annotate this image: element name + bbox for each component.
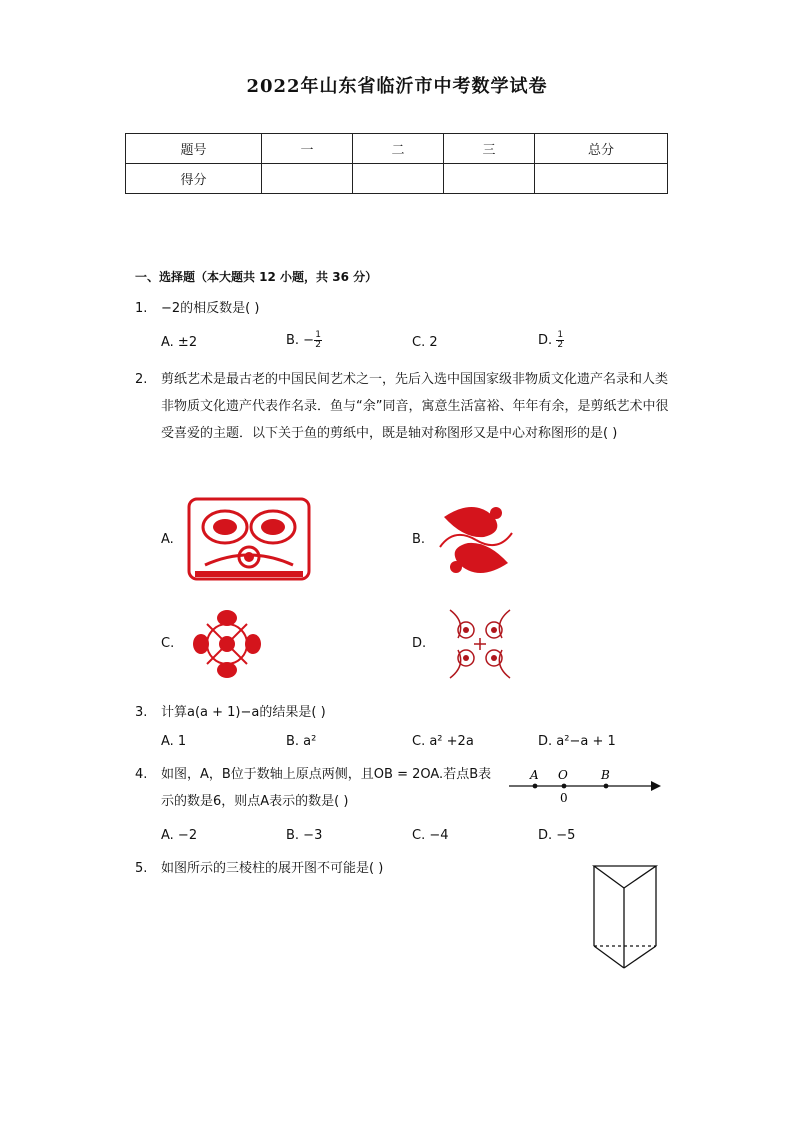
fraction-denominator: 2	[315, 340, 321, 350]
question-1-options	[161, 331, 681, 357]
score-input-cell[interactable]	[535, 164, 668, 194]
score-table	[125, 133, 668, 194]
option-c[interactable]: C. a² +2a	[412, 734, 474, 749]
point-label-b: B	[601, 768, 610, 782]
option-d[interactable]: D.	[412, 636, 427, 651]
option-a[interactable]: A. −2	[161, 828, 198, 843]
question-2-text: 剪纸艺术是最古老的中国民间艺术之一，先后入选中国国家级非物质文化遗产名录和人类非物质文化遗产代表作名录．鱼与“余”同音，寓意生活富裕、年年有余，是剪纸艺术中很受喜爱的主题．以下关于鱼的剪纸中，既是轴对称图形又是中心对称图形的是( )	[161, 372, 669, 441]
question-number: 5.	[135, 861, 148, 876]
fraction-numerator: 1	[315, 330, 321, 340]
score-row-label: 得分	[126, 164, 262, 194]
option-b-prefix: B. −	[286, 333, 315, 348]
papercut-fish-c	[187, 604, 267, 684]
point-label-a: A	[530, 768, 539, 782]
score-table-score-row	[126, 164, 668, 194]
option-b[interactable]: B.	[412, 532, 426, 547]
papercut-fish-b	[434, 497, 518, 583]
origin-label: 0	[560, 791, 568, 805]
papercut-fish-d	[440, 604, 520, 684]
option-b[interactable]: B. a²	[286, 734, 317, 749]
question-number: 4.	[135, 767, 148, 782]
question-5-text: 如图所示的三棱柱的展开图不可能是( )	[161, 861, 384, 876]
option-d[interactable]	[538, 331, 564, 350]
score-cell-header: 题号	[126, 134, 262, 164]
score-input-cell[interactable]	[353, 164, 444, 194]
fraction-numerator: 1	[557, 330, 564, 340]
option-b[interactable]: B. −3	[286, 828, 323, 843]
fraction	[556, 331, 564, 350]
fraction-denominator: 2	[557, 340, 564, 350]
question-1-text: −2的相反数是( )	[161, 301, 260, 316]
fraction	[314, 331, 322, 350]
question-3-options	[161, 734, 681, 756]
option-c[interactable]: C.	[161, 636, 175, 651]
question-4-options	[161, 828, 681, 850]
point-label-o: O	[558, 768, 568, 782]
section-heading: 一、选择题（本大题共 12 小题，共 36 分）	[135, 270, 378, 284]
question-number: 1.	[135, 301, 148, 316]
triangular-prism-figure	[590, 862, 660, 974]
option-d[interactable]: D. a²−a + 1	[538, 734, 616, 749]
page-title: 2022年山东省临沂市中考数学试卷	[246, 76, 548, 97]
score-cell-header: 三	[444, 134, 535, 164]
score-cell-header: 二	[353, 134, 444, 164]
question-number: 2.	[135, 372, 148, 387]
option-a[interactable]: A. 1	[161, 734, 187, 749]
papercut-fish-a	[185, 495, 313, 583]
score-input-cell[interactable]	[262, 164, 353, 194]
option-c[interactable]: C. 2	[412, 335, 438, 350]
question-number: 3.	[135, 705, 148, 720]
score-cell-header: 总分	[535, 134, 668, 164]
question-4-text: 如图，A，B位于数轴上原点两侧，且OB = 2OA.若点B表示的数是6，则点A表示的数是( )	[161, 767, 492, 809]
option-d[interactable]: D. −5	[538, 828, 576, 843]
score-input-cell[interactable]	[444, 164, 535, 194]
option-a[interactable]: A. ±2	[161, 335, 198, 350]
option-b[interactable]	[286, 331, 322, 350]
option-d-prefix: D.	[538, 333, 557, 348]
number-line-figure	[505, 764, 665, 808]
option-c[interactable]: C. −4	[412, 828, 449, 843]
option-a[interactable]: A.	[161, 532, 174, 547]
question-3-text: 计算a(a + 1)−a的结果是( )	[161, 705, 326, 720]
score-table-header-row	[126, 134, 668, 164]
score-cell-header: 一	[262, 134, 353, 164]
